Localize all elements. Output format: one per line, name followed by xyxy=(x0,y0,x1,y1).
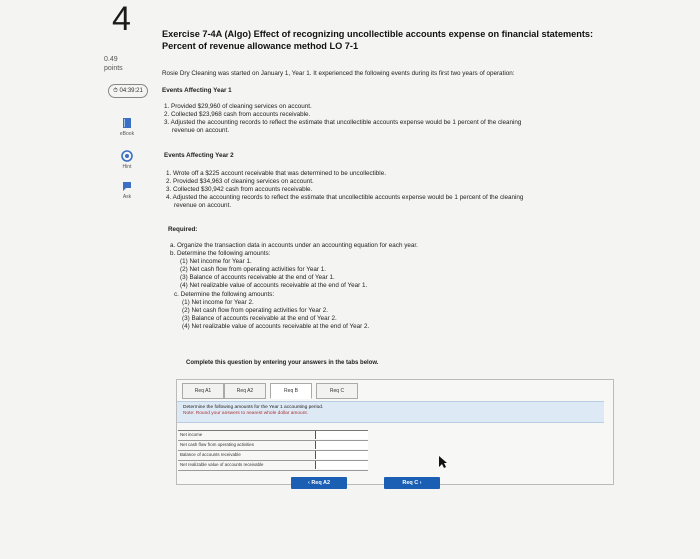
hint-icon xyxy=(121,150,133,162)
year1-heading: Events Affecting Year 1 xyxy=(162,87,232,94)
required-line: (3) Balance of accounts receivable at the end of Year 1. xyxy=(180,274,335,281)
hint-tool[interactable] xyxy=(116,150,138,170)
tab-req-a1[interactable]: Req A1 xyxy=(182,383,224,399)
required-line: c. Determine the following amounts: xyxy=(174,291,275,298)
row-label: Net cash flow from operating activities xyxy=(180,442,254,447)
next-tab-label: Req C xyxy=(402,480,419,486)
chevron-right-icon: › xyxy=(418,480,422,486)
instruction-note: Note: Round your answers to nearest whole dollar amount. xyxy=(183,411,309,416)
timer-icon: ⏱ xyxy=(113,88,118,94)
row-label: Balance of accounts receivable xyxy=(180,452,241,457)
title-line-1: Exercise 7-4A (Algo) Effect of recognizing uncollectible accounts expense on financial statements: xyxy=(162,29,594,39)
required-line: (2) Net cash flow from operating activities for Year 1. xyxy=(180,266,326,273)
chat-bubble-icon xyxy=(121,180,133,192)
prev-tab-button[interactable] xyxy=(291,477,347,489)
answer-row xyxy=(178,461,368,471)
tab-req-a2[interactable]: Req A2 xyxy=(224,383,266,399)
points-value: 0.49 xyxy=(104,56,118,63)
net-cash-flow-input[interactable] xyxy=(315,441,368,449)
required-line: (1) Net income for Year 2. xyxy=(182,299,254,306)
ebook-tool[interactable] xyxy=(116,117,138,137)
instruction-text: Determine the following amounts for the Year 1 accounting period. xyxy=(183,405,324,410)
question-number: 4 xyxy=(112,0,131,38)
required-line: a. Organize the transaction data in accounts under an accounting equation for each year. xyxy=(170,242,418,249)
year2-event: 2. Provided $34,963 of cleaning services on account. xyxy=(166,178,314,185)
answer-row xyxy=(178,431,368,441)
next-tab-button[interactable] xyxy=(384,477,440,489)
required-line: (4) Net realizable value of accounts receivable at the end of Year 2. xyxy=(182,323,370,330)
book-icon xyxy=(122,117,132,129)
year1-event: 1. Provided $29,960 of cleaning services on account. xyxy=(164,103,312,110)
year1-event: revenue on account. xyxy=(172,127,230,134)
year1-event: 2. Collected $23,968 cash from accounts receivable. xyxy=(164,111,311,118)
year2-event: 3. Collected $30,942 cash from accounts receivable. xyxy=(166,186,313,193)
required-line: (1) Net income for Year 1. xyxy=(180,258,252,265)
row-label: Net income xyxy=(180,432,203,437)
required-heading: Required: xyxy=(168,226,198,233)
answer-grid xyxy=(178,430,368,471)
ask-label: Ask xyxy=(122,194,132,200)
timer-text: 04:39:21 xyxy=(119,88,143,94)
instruction-banner xyxy=(177,401,604,423)
answer-row xyxy=(178,451,368,461)
tab-req-c[interactable]: Req C xyxy=(316,383,358,399)
year2-event: revenue on account. xyxy=(174,202,232,209)
chevron-left-icon: ‹ xyxy=(307,480,312,486)
exercise-title xyxy=(162,29,632,52)
year2-heading: Events Affecting Year 2 xyxy=(164,152,234,159)
tab-req-b[interactable]: Req B xyxy=(270,383,312,399)
year2-event: 4. Adjusted the accounting records to reflect the estimate that uncollectible accounts expense would be 1 percent of the cleaning xyxy=(166,194,524,201)
ebook-label: eBook xyxy=(119,131,135,137)
complete-note: Complete this question by entering your answers in the tabs below. xyxy=(186,360,379,366)
answer-row xyxy=(178,441,368,451)
row-label: Net realizable value of accounts receivable xyxy=(180,462,264,467)
required-line: (2) Net cash flow from operating activities for Year 2. xyxy=(182,307,328,314)
hint-label: Hint xyxy=(122,164,132,170)
ask-tool[interactable] xyxy=(116,180,138,200)
points-indicator xyxy=(104,55,123,73)
intro-text: Rosie Dry Cleaning was started on January 1, Year 1. It experienced the following events during its first two years of operation: xyxy=(162,70,515,77)
ar-balance-input[interactable] xyxy=(315,451,368,459)
points-label: points xyxy=(104,65,123,72)
required-line: (4) Net realizable value of accounts receivable at the end of Year 1. xyxy=(180,282,368,289)
timer-badge[interactable] xyxy=(108,84,148,98)
required-line: (3) Balance of accounts receivable at the end of Year 2. xyxy=(182,315,337,322)
title-line-2: Percent of revenue allowance method LO 7-1 xyxy=(162,40,359,51)
mouse-cursor-icon xyxy=(438,455,448,469)
year1-event: 3. Adjusted the accounting records to reflect the estimate that uncollectible accounts expense would be 1 percent of the cleaning xyxy=(164,119,522,126)
prev-tab-label: Req A2 xyxy=(311,480,331,486)
required-line: b. Determine the following amounts: xyxy=(170,250,271,257)
nrv-input[interactable] xyxy=(315,461,368,469)
year2-event: 1. Wrote off a $225 account receivable that was determined to be uncollectible. xyxy=(166,170,386,177)
net-income-input[interactable] xyxy=(315,431,368,439)
